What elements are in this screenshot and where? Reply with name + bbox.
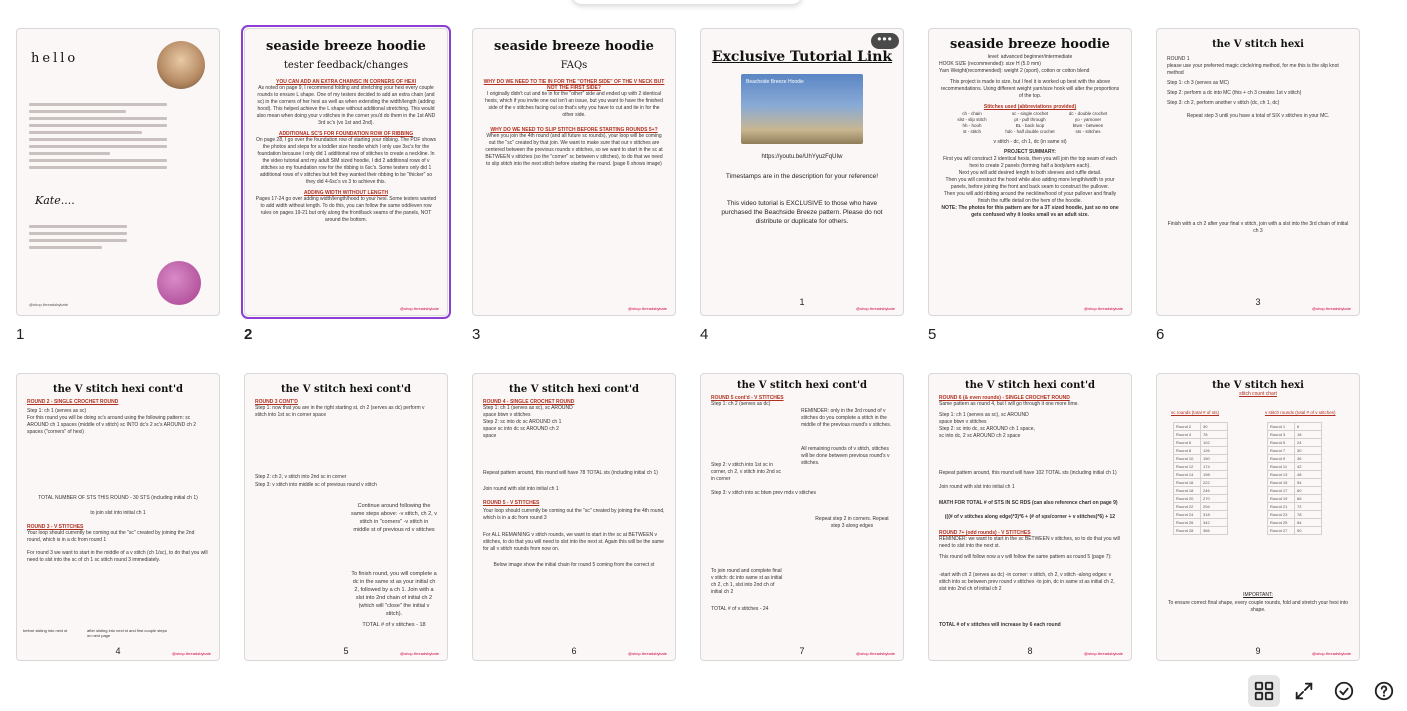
page-title: the V stitch hexi (1212, 380, 1304, 391)
section-heading: YOU CAN ADD AN EXTRA CHAINSC IN CORNERS OF HEXI (275, 79, 416, 85)
help-icon (1373, 680, 1395, 702)
step-text: Your loop should currently be coming out the "sc" created by joining the 2nd round, which is in a dc from round 1 (27, 530, 195, 543)
summary-text: Then you will add ribbing around the neckline/hood of your pullover and finally finish the ruffle detail on the hem of the hoodie. (943, 191, 1117, 204)
yarn-weight: Yarn Weight(recommended): weight 2 (sport), cotton or cotton blend (939, 68, 1090, 74)
footer-handle: @shop.threadsbykate (856, 306, 895, 311)
fullscreen-icon (1293, 680, 1315, 702)
page-title: the V stitch hexi cont'd (280, 384, 412, 395)
step-text: Step 3: v stitch into middle sc of previous round v stitch (255, 482, 377, 488)
page-title: seaside breeze hoodie (266, 39, 426, 54)
table-row: Round 21 72 (1268, 503, 1322, 511)
footer-handle: @shop.threadsbykate (1084, 651, 1123, 656)
table-row: Round 2 30 (1174, 423, 1228, 431)
footer-handle: @shop.threadsbykate (1084, 306, 1123, 311)
crochet-photo (711, 502, 789, 548)
vstitch-definition: v stitch - dc, ch 1, dc (in same st) (993, 139, 1067, 145)
more-options-button[interactable]: ••• (871, 33, 899, 49)
table-row: Round 26 342 (1174, 519, 1228, 527)
section-heading: ADDITIONAL SC'S FOR FOUNDATION ROW OF RIBBING (278, 131, 414, 137)
page-label: 9 (1255, 646, 1261, 656)
section-heading: ADDING WIDTH WITHOUT LENGTH (303, 190, 389, 196)
section-text: On page 28, I go over the foundation row of starting your ribbing. The PDF shows the photos and steps for a toddler size hoodie which I only use 3sc's for the foundation because I only did 1 additional row of stitches to create a neckline. In the video tutorial and my adult SIM sized hoodie, I did 2 additional rows of v stitches so my foundation row for the ribbing is 6sc's. Some testers only did 1 additional rows of v stitches but felt they wanted their ribbing to be "thicker" so they did 4-6sc's vs 3 to achieve this. (255, 137, 436, 185)
page-thumbnail-11[interactable] (928, 373, 1132, 661)
step-text: For round 3 we want to start in the middle of a v stitch (ch 1/sc), to do that you will need to slst into the sc of ch 1 sc stitch round 3 immediately. (27, 550, 208, 563)
page-thumbnail-6[interactable] (1156, 28, 1360, 316)
crochet-photo (263, 494, 329, 562)
ps-text (17, 221, 139, 253)
footer-handle: @shop.threadsbykate (172, 651, 211, 656)
reminder-text: REMINDER: only in the 3rd round of v stitches do you complete a stitch in the middle of the previous round's v stitches. (801, 408, 892, 428)
step-text: Below image show the initial chain for round 5 coming from the correct st (493, 562, 655, 568)
table-row: Round 25 84 (1268, 519, 1322, 527)
page-thumbnail-3[interactable] (472, 28, 676, 316)
table-row: Round 15 54 (1268, 479, 1322, 487)
crochet-photo (23, 574, 81, 626)
step-text: Join round with slst into initial ch 1 (939, 484, 1015, 490)
step-text: Step 1: now that you are in the right starting st, ch 2 (serves as dc) perform v stitch into 1st sc in corner space (255, 405, 425, 418)
section-heading: WHY DO WE NEED TO SLIP STITCH BEFORE STARTING ROUNDS 5+? (490, 127, 658, 133)
summary-text: Then you will construct the hood while also adding more length/width to your panels, before joining the front and back seam to construct the pullover. (945, 177, 1115, 190)
table-row: Round 4 78 (1174, 431, 1228, 439)
step-text: Step 1: ch 2 (serves as dc) (711, 401, 771, 407)
step-text: Join round with slst into initial ch 1 (483, 486, 559, 492)
v-count-table (1267, 422, 1322, 535)
step-text: TOTAL # of v stitches - 24 (711, 606, 769, 612)
signature: Kate.... (35, 194, 75, 207)
table-row: Round 13 48 (1268, 471, 1322, 479)
crochet-photo (115, 450, 187, 492)
step-text: Repeat step 3 until you have a total of SIX v stitches in your MC. (1186, 113, 1330, 119)
math-formula: (((# of v stitches along edge)*3)*6 + (# of sps/corner + v stitches)*6) + 12 (944, 514, 1116, 520)
step-text: Step 2: perform a dc into MC (this + ch 3 creates 1st v stitch) (1167, 90, 1302, 96)
page-label: 1 (799, 297, 805, 307)
summary-text: First you will construct 2 identical hexis, then you will join the top seam of each hexi to create 2 panels (forming half a body/arm each). (943, 156, 1117, 169)
table-row: Round 9 36 (1268, 455, 1322, 463)
section-heading: ROUND 2 - SINGLE CROCHET ROUND (27, 399, 119, 405)
footer-handle: @shop.threadsbykate (400, 651, 439, 656)
page-subtitle: stitch count chart (1239, 391, 1277, 397)
page-thumbnail-10[interactable] (700, 373, 904, 661)
footer-handle: @shop.threadsbykate (628, 306, 667, 311)
page-thumbnail-1[interactable] (16, 28, 220, 316)
table-row: Round 14 198 (1174, 471, 1228, 479)
crochet-photo (581, 404, 667, 462)
section-heading: WHY DO WE NEED TO TIE IN FOR THE "OTHER SIDE" OF THE V NECK BUT NOT THE FIRST SIDE? (483, 79, 665, 91)
step-text: TOTAL # of v stitches - 18 (362, 622, 426, 628)
crochet-photo (1219, 174, 1303, 214)
footer-handle: @shop.threadsbykate (628, 651, 667, 656)
step-text: Step 3: v stitch into sc btwn prev rnds v stitches (711, 490, 817, 496)
tutorial-link[interactable]: https://youtu.be/UhYyuzFqUIw (761, 154, 843, 160)
footer-handle: @shop.threadsbykate (400, 306, 439, 311)
table-row: Round 23 78 (1268, 511, 1322, 519)
timestamp-note: Timestamps are in the description for your reference! (725, 173, 879, 180)
table-row: Round 10 150 (1174, 455, 1228, 463)
hook-size: HOOK SIZE (recommended): size H (5.0 mm) (939, 61, 1041, 67)
step-text: For this round you will be doing sc's around using the following pattern: sc AROUND ch 1 spaces (middle of v stitch) sc INTO dc's 2 sc's AROUND ch 2 spaces ("corners" of hexi) (27, 415, 197, 435)
check-button[interactable] (1328, 675, 1360, 707)
table-row: Round 22 294 (1174, 503, 1228, 511)
level-text: level: advanced beginner/intermediate (987, 54, 1073, 60)
page-thumbnail-9[interactable] (472, 373, 676, 661)
crochet-photo (1219, 243, 1303, 281)
step-text: Continue around following the same steps above: -v stitch, ch 2, v stitch in "corners" -v stitch in middle st of previous rd v stitches (351, 503, 437, 533)
section-heading: ROUND 7+ (odd rounds) - V STITCHES (939, 530, 1031, 536)
table-row: Round 8 126 (1174, 447, 1228, 455)
crochet-photo (521, 574, 627, 638)
section-heading: Stitches used (abbreviations provided) (983, 104, 1077, 110)
math-heading: MATH FOR TOTAL # of STS IN SC RDS (can also reference chart on page 9) (939, 500, 1118, 506)
step-text: REMINDER: we want to start in the sc BETWEEN v stitches, so to do that you will need to slst into the next st. (939, 536, 1120, 549)
yarn-logo (157, 261, 201, 305)
step-text: Step 1: ch 3 (serves as MC) (1167, 80, 1229, 86)
page-number: 3 (472, 326, 481, 343)
table-row: Round 20 270 (1174, 495, 1228, 503)
table-row: Round 27 90 (1268, 527, 1322, 535)
grid-view-button[interactable] (1248, 675, 1280, 707)
page-title: Exclusive Tutorial Link (711, 49, 893, 65)
step-text: Your loop should currently be coming out the "sc" created by joining the 4th round, which is in a dc from round 3 (483, 508, 665, 521)
video-thumbnail: Beachside Breeze Hoodie (741, 74, 863, 144)
section-text: I originally didn't cut and tie in for the "other" side and ended up with 2 identical hexis, which if you invite one out isn't an issue, but you want to have the finished side of the v stitches facing out so that's why you have to cut and tie in for the other side. (485, 91, 663, 118)
body-text (17, 99, 179, 173)
page-thumbnail-2[interactable] (244, 28, 448, 316)
section-heading: ROUND 4 - SINGLE CROCHET ROUND (483, 399, 575, 405)
page-thumbnail-8[interactable] (244, 373, 448, 661)
page-number: 1 (16, 326, 25, 343)
round-label: ROUND 1 (1167, 56, 1190, 62)
grid-view-icon (1253, 680, 1275, 702)
sc-count-table (1173, 422, 1228, 535)
page-title: the V stitch hexi cont'd (964, 380, 1096, 391)
table-row: Round 16 222 (1174, 479, 1228, 487)
page-title: seaside breeze hoodie (950, 37, 1110, 52)
table-row: Round 3 18 (1268, 431, 1322, 439)
table-row: Round 19 66 (1268, 495, 1322, 503)
page-thumbnail-5[interactable] (928, 28, 1132, 316)
page-thumbnail-7[interactable] (16, 373, 220, 661)
crochet-photo (711, 420, 783, 454)
section-text: As noted on page 9, I recommend folding and stretching your hexi every couple rounds to ensure L shape. One of my testers decided to add an extra chain (and sc) in the corners of her hexi as well as when extending the width/length (adding hood). This helped achieve the L shape without additional stretching. This would also mean when doing your v stitches in the corner you'd do them in the 1st AND 3rd sc's (vs 1st and 2nd). (256, 85, 436, 126)
page-title: seaside breeze hoodie (494, 39, 654, 54)
step-text: Repeat pattern around, this round will have 78 TOTAL sts (including initial ch 1) (483, 470, 658, 476)
step-text: Step 1: ch 1 (serves as sc) (27, 408, 87, 414)
column-header: sc rounds (total # of sts) (1171, 410, 1220, 415)
step-text: This round will follow now a v will follow the same pattern as round 5 (page 7): (939, 554, 1112, 560)
step-text: For ALL REMAINING v stitch rounds, we want to start in the sc at BETWEEN v stitches, to do that you will need to slst into the next st. Again this will be the same for all v stitch rounds from now on. (483, 532, 664, 552)
stitch-list: ch - chain sc - single crochet dc - double crochet slst - slip stitch pt - pull through yo - yarnover hh - hooh BL - back loop btwn - between st - stitch hdc - half double crochet sts - stitches (957, 111, 1108, 134)
check-circle-icon (1333, 680, 1355, 702)
top-panel-edge (572, 0, 802, 4)
page-number: 6 (1156, 326, 1165, 343)
section-text: When you join the 4th round (and all future sc rounds), your loop will be coming out the "sc" created by that join. We want to make sure that our v stitches are centered between the previous rounds v stitches, so we want to start in the sc at BETWEEN v stitches (so the "corner" sc between v stitches), to do that we need to slip stitch into the next stitch before starting the round. (page 6 shows image) (485, 133, 663, 167)
page-label: 7 (799, 646, 805, 656)
page-thumbnail-12[interactable] (1156, 373, 1360, 661)
page-label: 8 (1027, 646, 1033, 656)
important-heading: IMPORTANT: (1243, 592, 1273, 598)
table-row: Round 18 246 (1174, 487, 1228, 495)
intro-text: This project is made to size, but I feel it is worked up best with the above recommendations. Using different weight yarn/size hook will alter the proportions of the top. (940, 79, 1120, 99)
crochet-photo (791, 578, 889, 634)
caption: after slsting into next st and first couple steps on next page (87, 628, 167, 638)
reminder-text: All remaining rounds of v stitch, stitches will be done between previous round's v stitches. (801, 446, 890, 466)
step-text: Same pattern as round 4, but I will go through it one more time. (939, 401, 1079, 407)
crochet-photo (29, 450, 81, 492)
table-row: Round 7 30 (1268, 447, 1322, 455)
caption: before slsting into next st (23, 628, 68, 633)
table-row: Round 1 6 (1268, 423, 1322, 431)
summary-text: Next you will add desired length to both sleeves and ruffle detail. (958, 170, 1102, 176)
footer-handle: @shop.threadsbykate (29, 302, 68, 307)
table-row: Round 6 102 (1174, 439, 1228, 447)
table-row: Round 11 42 (1268, 463, 1322, 471)
help-button[interactable] (1368, 675, 1400, 707)
step-text: TOTAL # of v stitches will increase by 6 each round (939, 622, 1061, 628)
footer-handle: @shop.threadsbykate (856, 651, 895, 656)
step-text: TOTAL NUMBER OF STS THIS ROUND - 30 STS (including initial ch 1) (38, 495, 198, 501)
section-heading: ROUND 5 - V STITCHES (483, 500, 540, 506)
step-text: -start with ch 2 (serves as dc) -in corner: v stitch, ch 2, v stitch -along edges: v stitch into sc between prev round v stitches -to join, dc in same st as initial ch 2, slst into 2nd ch of initial ch 2 (939, 572, 1115, 592)
column-header: v stitch rounds (total # of v stitches) (1265, 410, 1336, 415)
step-text: Step 2: sc into dc, sc AROUND ch 1 space, sc into dc, 2 sc AROUND ch 2 space (939, 426, 1035, 439)
page-title: the V stitch hexi cont'd (736, 380, 868, 391)
fullscreen-button[interactable] (1288, 675, 1320, 707)
page-label: 6 (571, 646, 577, 656)
section-heading: ROUND 3 - V STITCHES (27, 524, 84, 530)
page-title: the V stitch hexi (1212, 39, 1304, 50)
step-text: Step 2: sc into dc sc AROUND ch 1 space sc into dc sc AROUND ch 2 space (483, 419, 562, 439)
page-title: hello (31, 51, 79, 66)
step-text: Step 1: ch 1 (serves as sc), sc AROUND space btwn v stitches (939, 412, 1029, 425)
page-number: 4 (700, 326, 709, 343)
table-row: Round 12 174 (1174, 463, 1228, 471)
section-heading: ROUND 5 cont'd - V STITCHES (711, 395, 784, 401)
avatar (157, 41, 205, 89)
page-label: 3 (1255, 297, 1261, 307)
table-row: Round 5 24 (1268, 439, 1322, 447)
page-subtitle: FAQs (560, 60, 588, 71)
page-label: 4 (115, 646, 121, 656)
page-number: 5 (928, 326, 937, 343)
page-label: 5 (343, 646, 349, 656)
footer-handle: @shop.threadsbykate (1312, 306, 1351, 311)
section-heading: ROUND 6 (& even rounds) - SINGLE CROCHET ROUND (939, 395, 1070, 401)
section-heading: PROJECT SUMMARY: (1004, 149, 1056, 155)
step-text: To join round and complete final v stitch: dc into same st as initial ch 2, ch 1, slst into 2nd ch of initial ch 2 (711, 568, 783, 595)
important-text: To ensure correct final shape, every couple rounds, fold and stretch your hexi into shape. (1167, 600, 1349, 613)
page-number: 2 (244, 326, 253, 343)
crochet-photo (87, 574, 133, 626)
step-text: Repeat step 2 in corners. Repeat step 3 along edges (815, 516, 889, 529)
step-text: Step 2: ch 2, v stitch into 2nd sc in corner (255, 474, 347, 480)
step-text: Step 2: v stitch into 1st sc in corner, ch 2, v stitch into 2nd sc in corner (711, 462, 782, 482)
page-thumbnail-4[interactable] (700, 28, 904, 316)
page-title: the V stitch hexi cont'd (52, 384, 184, 395)
page-title: the V stitch hexi cont'd (508, 384, 640, 395)
crochet-photo (265, 570, 327, 634)
step-text: please use your preferred magic circle/ring method, for me this is the slip knot method (1167, 63, 1339, 76)
step-text: To finish round, you will complete a dc in the same st as your initial ch 2, followed by a ch 1. Join with a slst into 2nd chain of initial ch 2 (which will "close" the initial v stitch). (351, 571, 437, 617)
note-text: NOTE: The photos for this pattern are for a 3T sized hoodie, just so no one gets confused why it looks small vs an adult size. (941, 205, 1119, 218)
step-text: Finish with a ch 2 after your final v stitch, join with a slst into the 3rd chain of initial ch 3 (1167, 221, 1349, 234)
step-text: Step 1: ch 1 (serves as sc), sc AROUND space btwn v stitches (483, 405, 573, 418)
exclusive-note: This video tutorial is EXCLUSIVE to those who have purchased the Beachside Breeze pattern. Please do not distribute or duplicate for others. (721, 200, 883, 225)
footer-handle: @shop.threadsbykate (1312, 651, 1351, 656)
table-row: Round 17 60 (1268, 487, 1322, 495)
table-row: Round 24 318 (1174, 511, 1228, 519)
step-text: Step 3: ch 2, perform another v stitch (dc, ch 1, dc) (1167, 100, 1280, 106)
table-row: Round 28 366 (1174, 527, 1228, 535)
crochet-photo (255, 426, 319, 472)
section-text: Pages 17-24 go over adding width/length/hood to your hexi. Some testers wanted to add width without length. To do this, you can follow the same odd/even row rules on pages 19-21 but only along the front/back seams of the panels, NOT around the bottom. (255, 196, 437, 223)
page-subtitle: tester feedback/changes (283, 60, 409, 71)
step-text: to join slst into initial ch 1 (90, 510, 146, 516)
crochet-photo (1041, 414, 1117, 466)
step-text: Repeat pattern around, this round will have 102 TOTAL sts (including initial ch 1) (939, 470, 1117, 476)
section-heading: ROUND 3 CONT'D (255, 399, 298, 405)
